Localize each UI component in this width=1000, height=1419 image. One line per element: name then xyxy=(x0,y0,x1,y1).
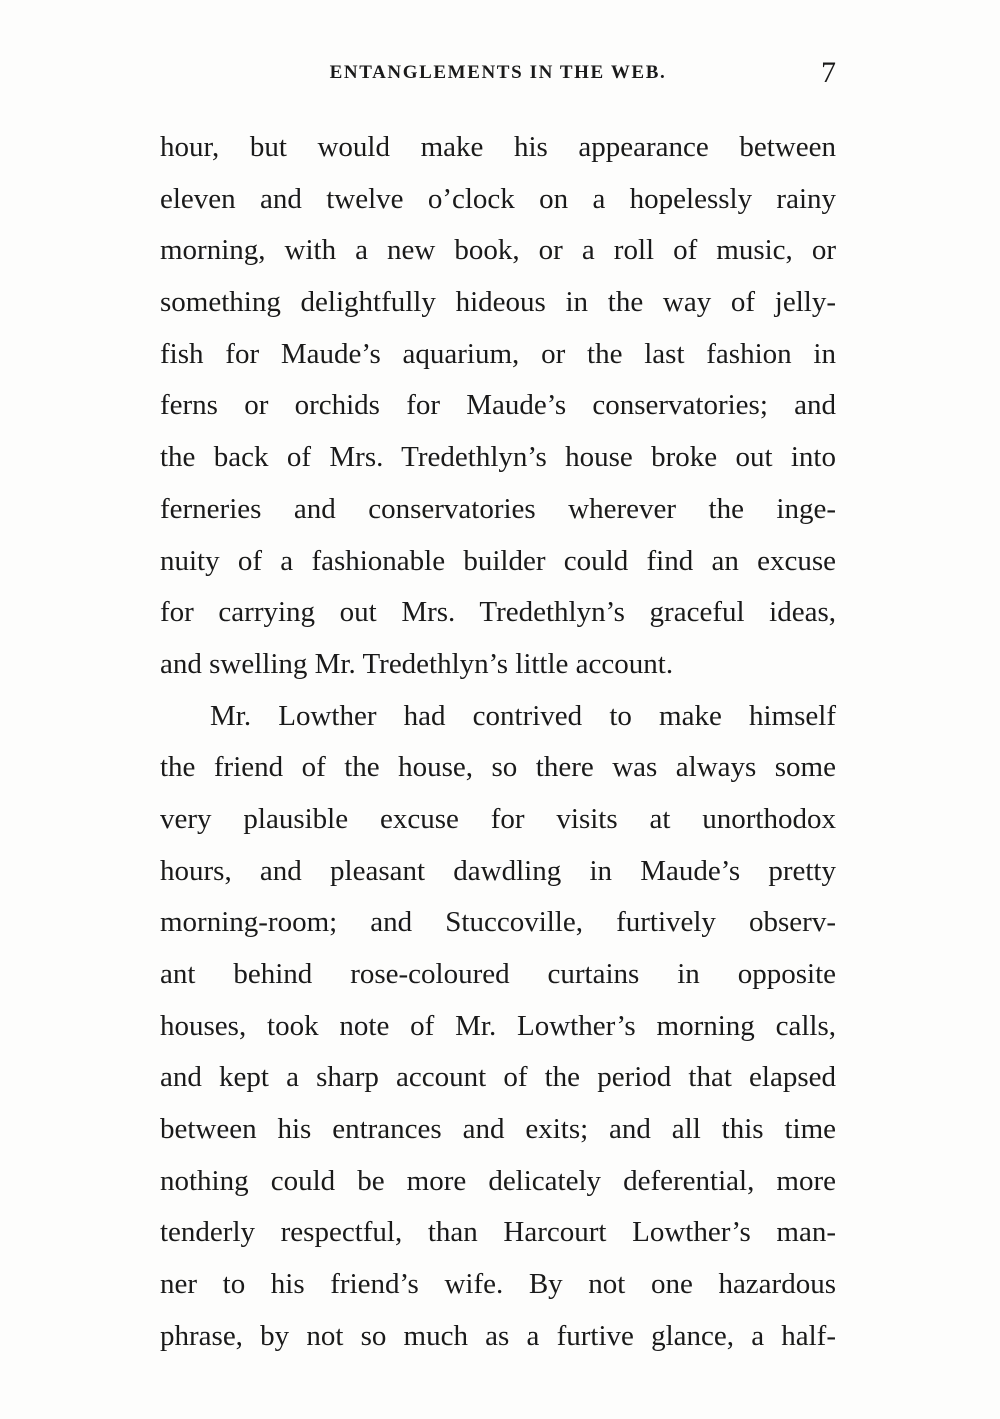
text-line: morning, with a new book, or a roll of music, or xyxy=(160,234,836,267)
text-line: and swelling Mr. Tredethlyn’s little account. xyxy=(160,647,674,680)
text-line: tenderly respectful, than Harcourt Lowther’s man- xyxy=(160,1216,836,1249)
text-line: the friend of the house, so there was always some xyxy=(160,751,836,784)
body-text xyxy=(160,122,836,1363)
text-line: the back of Mrs. Tredethlyn’s house broke out into xyxy=(160,441,836,474)
running-title: ENTANGLEMENTS IN THE WEB. xyxy=(329,62,667,83)
text-line: nuity of a fashionable builder could find an excuse xyxy=(160,544,836,577)
text-line: very plausible excuse for visits at unorthodox xyxy=(160,802,836,835)
text-line: eleven and twelve o’clock on a hopelessly rainy xyxy=(160,182,836,215)
text-line: for carrying out Mrs. Tredethlyn’s graceful ideas, xyxy=(160,596,836,629)
text-line: ferneries and conservatories wherever the inge- xyxy=(160,492,836,525)
text-line: fish for Maude’s aquarium, or the last fashion in xyxy=(160,337,836,370)
page-number: 7 xyxy=(821,56,836,89)
text-line: hour, but would make his appearance between xyxy=(160,131,836,163)
text-line: houses, took note of Mr. Lowther’s morning calls, xyxy=(160,1009,836,1042)
text-line: phrase, by not so much as a furtive glance, a half- xyxy=(160,1319,836,1352)
text-line: between his entrances and exits; and all this time xyxy=(160,1113,836,1146)
text-line: nothing could be more delicately deferential, more xyxy=(160,1164,836,1197)
text-line: and kept a sharp account of the period that elapsed xyxy=(160,1061,836,1094)
text-line: ner to his friend’s wife. By not one hazardous xyxy=(160,1268,836,1301)
text-line: ant behind rose-coloured curtains in opposite xyxy=(160,958,836,990)
text-line: ferns or orchids for Maude’s conservatories; and xyxy=(160,389,836,422)
text-line: Mr. Lowther had contrived to make himself xyxy=(210,699,836,732)
running-header xyxy=(160,56,836,96)
text-line: hours, and pleasant dawdling in Maude’s pretty xyxy=(160,854,836,887)
text-line: something delightfully hideous in the way of jelly- xyxy=(160,286,836,319)
text-line: morning-room; and Stuccoville, furtively observ- xyxy=(160,906,836,939)
